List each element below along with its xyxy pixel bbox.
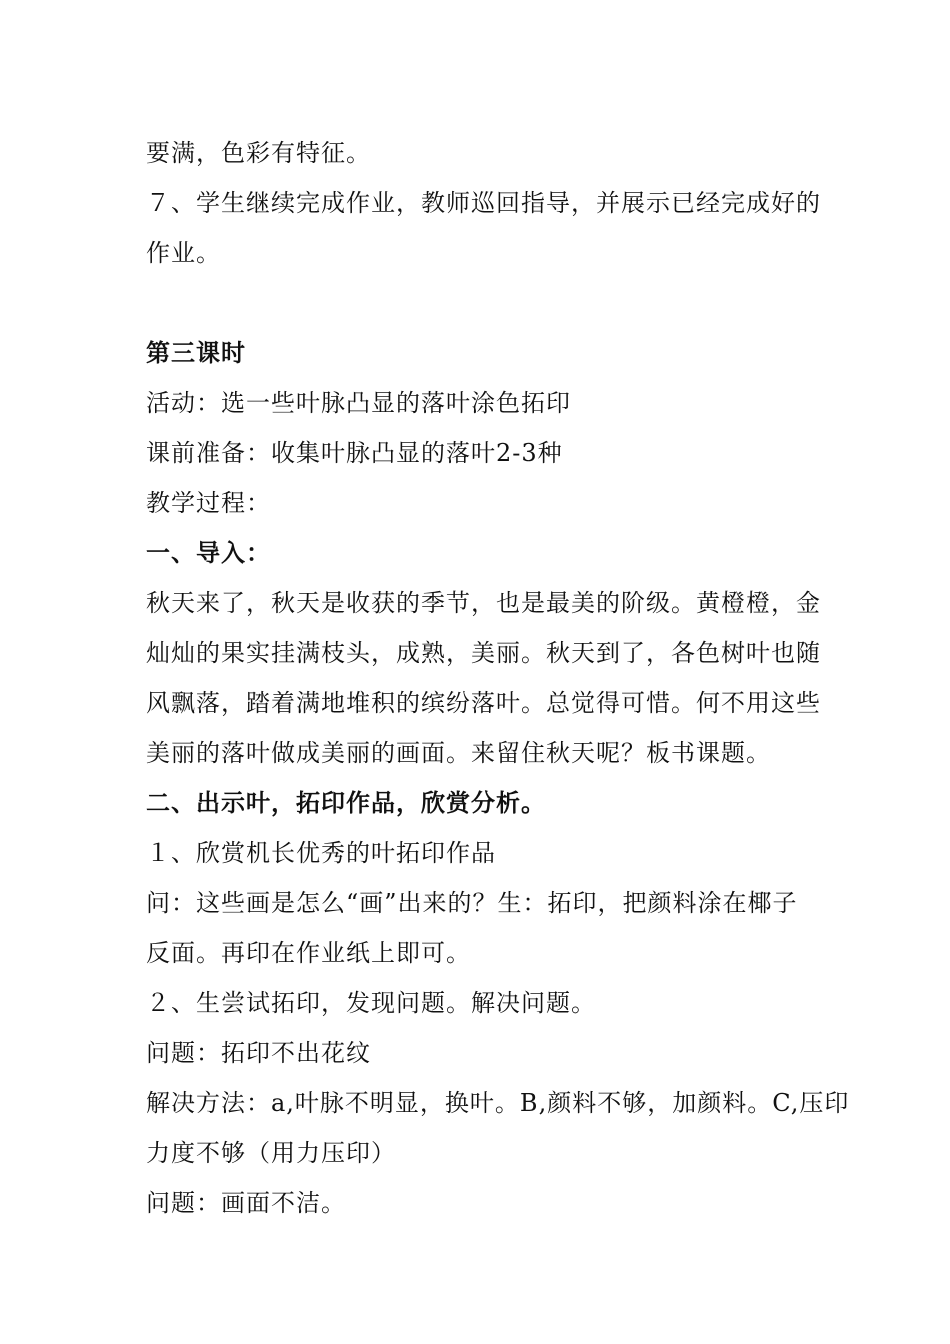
list-item: １、欣赏机长优秀的叶拓印作品 xyxy=(146,839,496,867)
paragraph-line: 美丽的落叶做成美丽的画面。来留住秋天呢？板书课题。 xyxy=(146,739,771,767)
preparation-line: 课前准备：收集叶脉凸显的落叶2-3种 xyxy=(146,439,563,467)
activity-line: 活动：选一些叶脉凸显的落叶涂色拓印 xyxy=(146,389,571,417)
heading-show-works: 二、出示叶，拓印作品，欣赏分析。 xyxy=(146,789,546,817)
heading-introduction: 一、导入： xyxy=(146,539,271,567)
solution-line: 力度不够（用力压印） xyxy=(146,1139,396,1167)
blank-line xyxy=(146,278,810,328)
problem-line: 问题：画面不洁。 xyxy=(146,1189,346,1217)
process-label: 教学过程： xyxy=(146,489,271,517)
paragraph-line: 要满，色彩有特征。 xyxy=(146,139,371,167)
list-item: ２、生尝试拓印，发现问题。解决问题。 xyxy=(146,989,596,1017)
section-heading-lesson-three: 第三课时 xyxy=(146,339,246,367)
problem-line: 问题：拓印不出花纹 xyxy=(146,1039,371,1067)
document-body xyxy=(146,128,850,1228)
paragraph-line: 灿灿的果实挂满枝头，成熟，美丽。秋天到了，各色树叶也随 xyxy=(146,639,821,667)
paragraph-line: 秋天来了，秋天是收获的季节，也是最美的阶级。黄橙橙，金 xyxy=(146,589,821,617)
paragraph-line: 作业。 xyxy=(146,239,221,267)
paragraph-line: 反面。再印在作业纸上即可。 xyxy=(146,939,471,967)
solution-line: 解决方法：a,叶脉不明显，换叶。B,颜料不够，加颜料。C,压印 xyxy=(146,1089,850,1117)
paragraph-line: ７、学生继续完成作业，教师巡回指导，并展示已经完成好的 xyxy=(146,189,821,217)
paragraph-line: 问：这些画是怎么“画”出来的？生：拓印，把颜料涂在椰子 xyxy=(146,889,798,917)
paragraph-line: 风飘落，踏着满地堆积的缤纷落叶。总觉得可惜。何不用这些 xyxy=(146,689,821,717)
